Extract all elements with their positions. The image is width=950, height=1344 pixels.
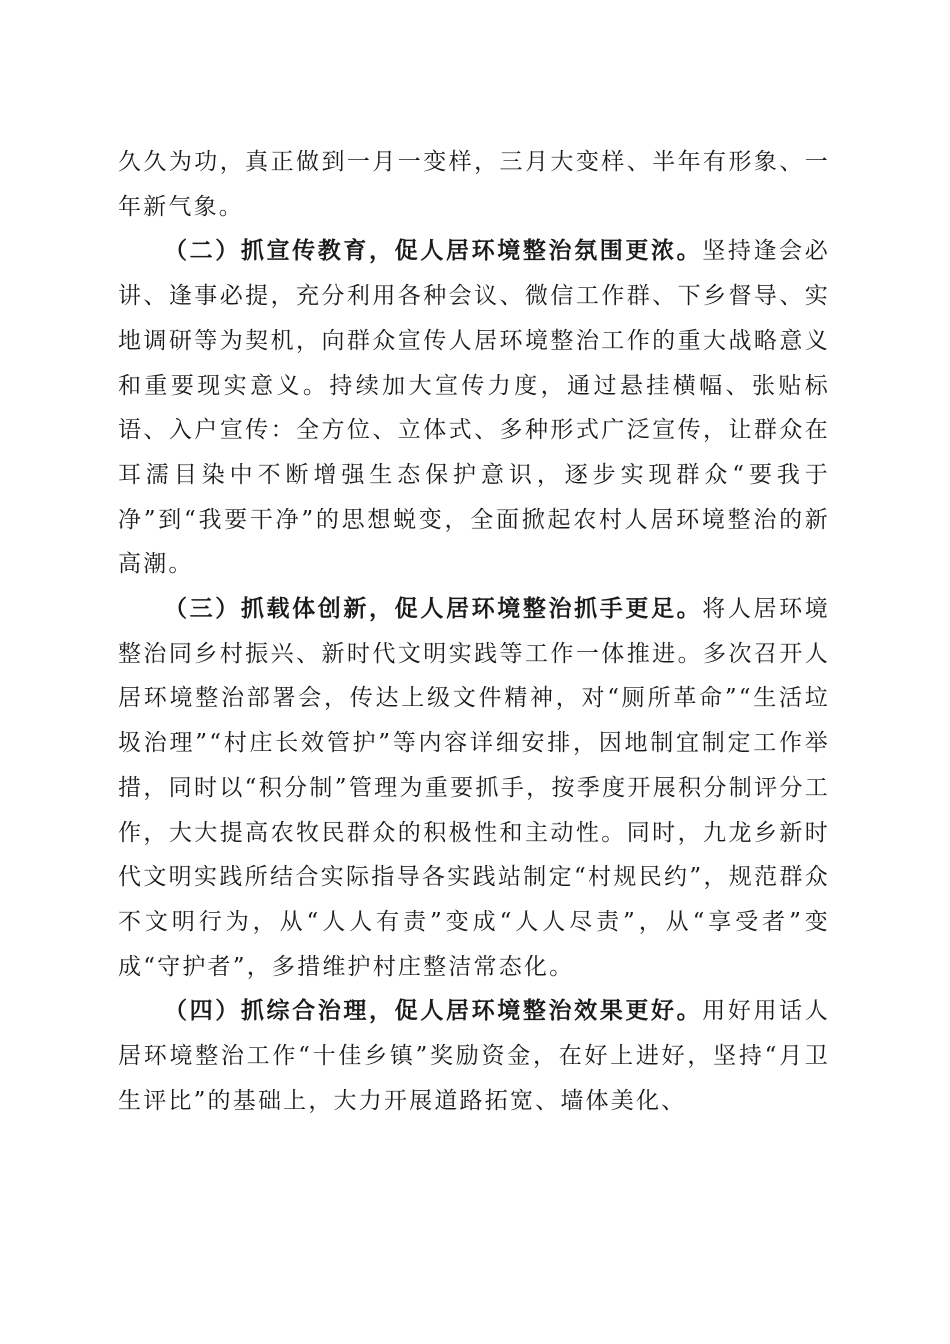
- paragraph-body: 久久为功，真正做到一月一变样，三月大变样、半年有形象、一年新气象。: [118, 149, 830, 220]
- section-heading: （二）抓宣传教育，促人居环境整治氛围更浓。: [164, 237, 703, 265]
- section-heading: （三）抓载体创新，促人居环境整治抓手更足。: [164, 595, 703, 623]
- paragraph-continuation: [118, 140, 830, 229]
- paragraph-section-4: [118, 989, 830, 1123]
- paragraph-section-3: [118, 587, 830, 989]
- paragraph-body: 坚持逢会必讲、逢事必提，充分利用各种会议、微信工作群、下乡督导、实地调研等为契机，向群众宣传人居环境整治工作的重大战略意义和重要现实意义。持续加大宣传力度，通过悬挂横幅、张贴标语、入户宣传：全方位、立体式、多种形式广泛宣传，让群众在耳濡目染中不断增强生态保护意识，逐步实现群众“要我于净”到“我要干净”的思想蜕变，全面掀起农村人居环境整治的新高潮。: [118, 238, 831, 578]
- document-body: [118, 140, 830, 1123]
- paragraph-body: 将人居环境整治同乡村振兴、新时代文明实践等工作一体推进。多次召开人居环境整治部署会，传达上级文件精神，对“厕所革命”“生活垃圾治理”“村庄长效管护”等内容详细安排，因地制宜制定工作举措，同时以“积分制”管理为重要抓手，按季度开展积分制评分工作，大大提高农牧民群众的积极性和主动性。同时，九龙乡新时代文明实践所结合实际指导各实践站制定“村规民约”，规范群众不文明行为，从“人人有责”变成“人人尽责”，从“享受者”变成“守护者”，多措维护村庄整洁常态化。: [118, 596, 831, 980]
- paragraph-body: 用好用话人居环境整治工作“十佳乡镇”奖励资金，在好上进好，坚持“月卫生评比”的基础上，大力开展道路拓宽、墙体美化、: [118, 998, 831, 1114]
- paragraph-section-2: [118, 229, 830, 587]
- section-heading: （四）抓综合治理，促人居环境整治效果更好。: [164, 997, 703, 1025]
